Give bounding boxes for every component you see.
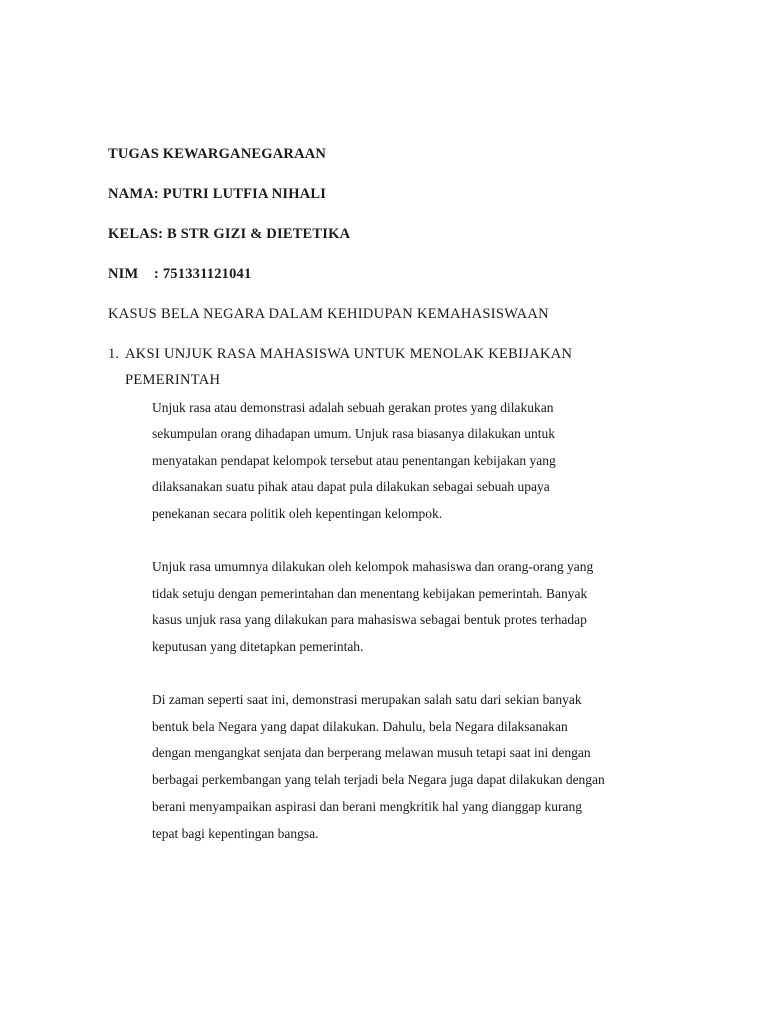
paragraph-line: Di zaman seperti saat ini, demonstrasi merupakan salah satu dari sekian banyak [152, 692, 582, 707]
item-number: 1. [108, 346, 119, 362]
paragraph-line: Unjuk rasa atau demonstrasi adalah sebuah gerakan protes yang dilakukan [152, 400, 554, 415]
paragraph-line: Unjuk rasa umumnya dilakukan oleh kelompok mahasiswa dan orang-orang yang [152, 559, 594, 574]
student-name: NAMA: PUTRI LUTFIA NIHALI [108, 186, 327, 202]
item-title-line: PEMERINTAH [125, 372, 221, 388]
paragraph-line: keputusan yang ditetapkan pemerintah. [152, 639, 364, 654]
paragraph-line: tidak setuju dengan pemerintahan dan menentang kebijakan pemerintah. Banyak [152, 586, 588, 601]
nim-label: NIM [108, 266, 139, 282]
paragraph-line: bentuk bela Negara yang dapat dilakukan. Dahulu, bela Negara dilaksanakan [152, 719, 568, 734]
task-title: TUGAS KEWARGANEGARAAN [108, 146, 327, 162]
paragraph-line: berbagai perkembangan yang telah terjadi bela Negara juga dapat dilakukan dengan [152, 772, 605, 787]
paragraph-line: dilaksanakan suatu pihak atau dapat pula dilakukan sebagai sebuah upaya [152, 479, 550, 494]
paragraph-line: penekanan secara politik oleh kepentingan kelompok. [152, 506, 443, 521]
paragraph-line: menyatakan pendapat kelompok tersebut atau penentangan kebijakan yang [152, 453, 556, 468]
paragraph-line: tepat bagi kepentingan bangsa. [152, 826, 319, 841]
case-title: KASUS BELA NEGARA DALAM KEHIDUPAN KEMAHASISWAAN [108, 306, 549, 322]
paragraph-line: berani menyampaikan aspirasi dan berani mengkritik hal yang dianggap kurang [152, 799, 582, 814]
nim-value: : 751331121041 [154, 266, 252, 282]
student-class: KELAS: B STR GIZI & DIETETIKA [108, 226, 351, 242]
paragraph-line: sekumpulan orang dihadapan umum. Unjuk rasa biasanya dilakukan untuk [152, 426, 556, 441]
item-title-line: AKSI UNJUK RASA MAHASISWA UNTUK MENOLAK KEBIJAKAN [125, 346, 573, 362]
paragraph-line: dengan mengangkat senjata dan berperang melawan musuh tetapi saat ini dengan [152, 745, 591, 760]
paragraph-line: kasus unjuk rasa yang dilakukan para mahasiswa sebagai bentuk protes terhadap [152, 612, 587, 627]
